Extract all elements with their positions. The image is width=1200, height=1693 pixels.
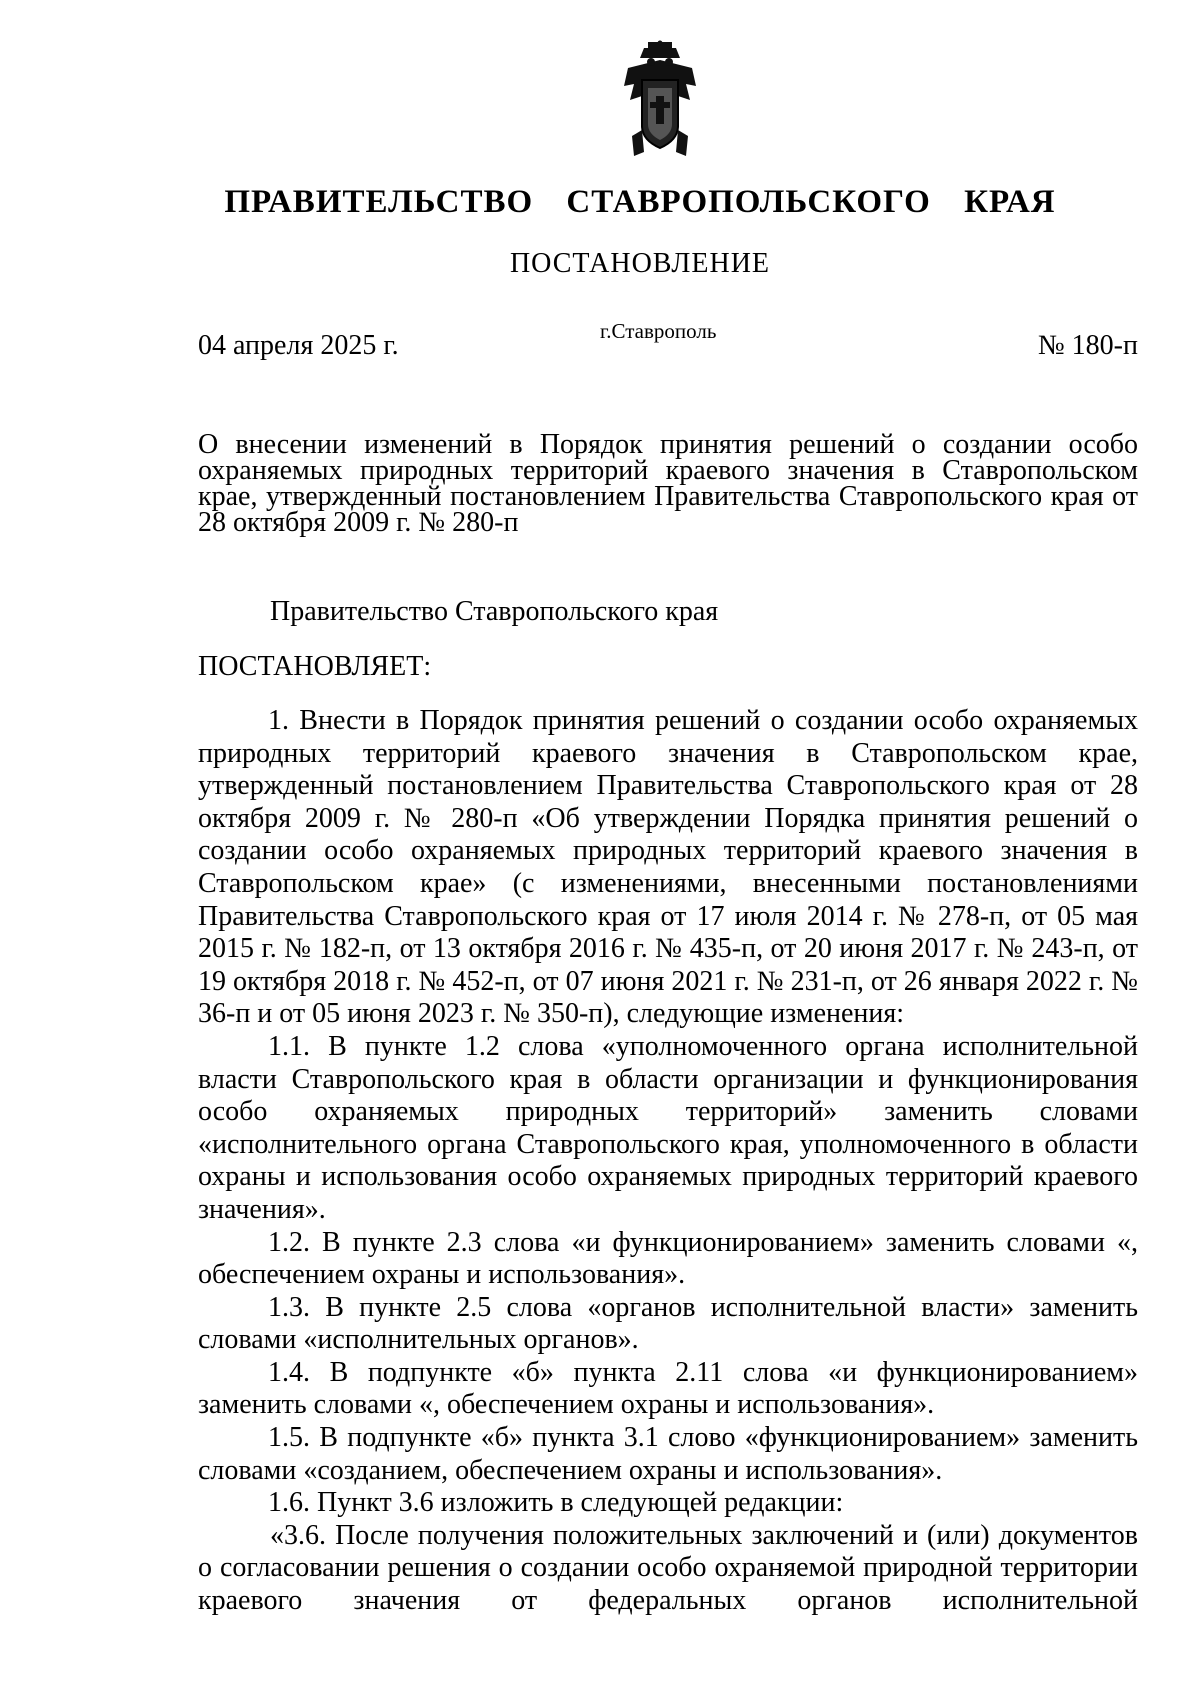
paragraph-1-6: 1.6. Пункт 3.6 изложить в следующей редакции: [268,1487,844,1519]
paragraph-1: 1. Внести в Порядок принятия решений о создании особо охраняемых природных территорий краевого значения в Ставропольском крае, утвержденный постановлением Правительства Ставропольского края от 28 октября 2009 г. № 280-п «Об утверждении Порядка принятия решений о создании особо охраняемых природных территорий краевого значения в Ставропольском крае» (с изменениями, внесенными постановлениями Правительства Ставропольского края от 17 июля 2014 г. № 278-п, от 05 мая 2015 г. № 182-п, от 13 октября 2016 г. № 435-п, от 20 июня 2017 г. № 243-п, от 19 октября 2018 г. № 452-п, от 07 июня 2021 г. № 231-п, от 26 января 2022 г. № 36-п и от 05 июня 2023 г. № 350-п), следующие изменения: [198,705,1138,1030]
preamble-government: Правительство Ставропольского края [270,596,719,627]
organization-title: ПРАВИТЕЛЬСТВО СТАВРОПОЛЬСКОГО КРАЯ [224,184,1056,220]
paragraph-1-5: 1.5. В подпункте «б» пункта 3.1 слово «функционированием» заменить словами «созданием, обеспечением охраны и использования». [198,1422,1138,1486]
preamble-resolves: ПОСТАНОВЛЯЕТ: [198,651,432,682]
paragraph-1-2: 1.2. В пункте 2.3 слова «и функционированием» заменить словами «, обеспечением охраны и использования». [198,1226,1138,1291]
document-date: 04 апреля 2025 г. [198,330,399,361]
document-body [198,705,1138,1618]
coat-of-arms-icon [620,40,700,158]
paragraph-3-6-quote: «3.6. После получения положительных заключений и (или) документов о согласовании решения о создании особо охраняемой природной территории краевого значения от федеральных органов исполнительной [198,1519,1138,1617]
paragraph-1-4: 1.4. В подпункте «б» пункта 2.11 слова «и функционированием» заменить словами «, обеспечением охраны и использования». [198,1356,1138,1421]
paragraph-1-1: 1.1. В пункте 1.2 слова «уполномоченного органа исполнительной власти Ставропольского края в области организации и функционирования особо охраняемых природных территорий» заменить словами «исполнительного органа Ставропольского края, уполномоченного в области охраны и использования особо охраняемых природных территорий краевого значения». [198,1030,1138,1225]
document-city: г.Ставрополь [600,319,717,343]
document-subject: О внесении изменений в Порядок принятия решений о создании особо охраняемых природных территорий краевого значения в Ставропольском крае, утвержденный постановлением Правительства Ставропольского края от 28 октября 2009 г. № 280-п [198,429,1138,538]
document-number: № 180-п [1037,330,1138,361]
document-type: ПОСТАНОВЛЕНИЕ [509,248,771,279]
paragraph-1-3: 1.3. В пункте 2.5 слова «органов исполнительной власти» заменить словами «исполнительных органов». [198,1291,1138,1356]
